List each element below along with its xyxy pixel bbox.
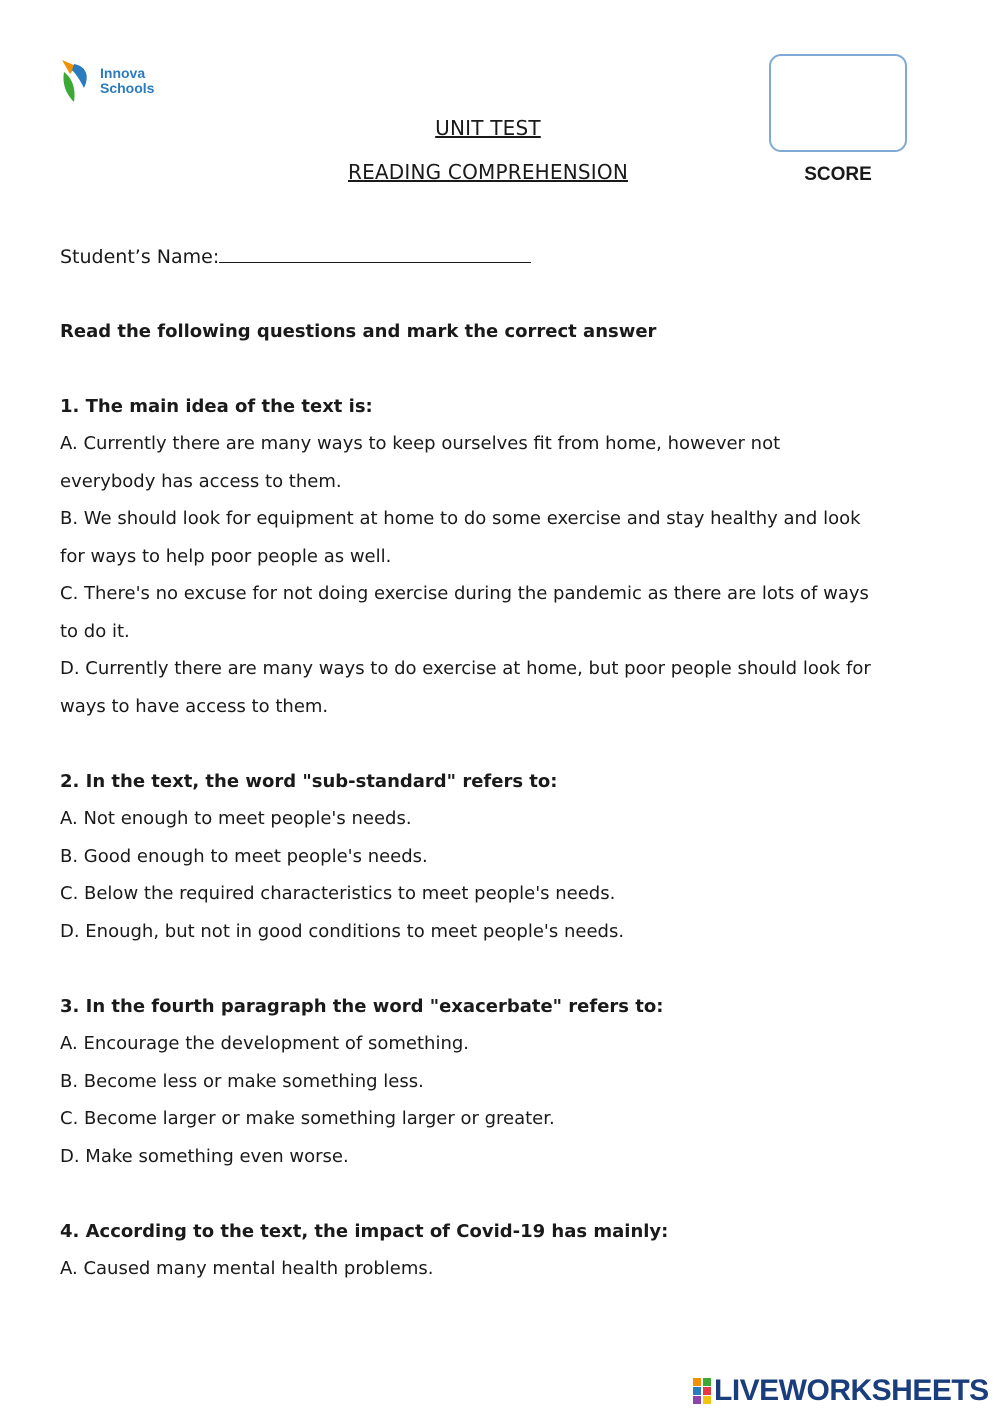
liveworksheets-brand: LIVEWORKSHEETS: [714, 1374, 989, 1407]
question-3-prompt: 3. In the fourth paragraph the word "exacerbate" refers to:: [60, 996, 664, 1017]
student-name-field[interactable]: [219, 244, 531, 263]
student-name-row: [60, 244, 531, 269]
logo-line-1: Innova: [100, 65, 146, 81]
page-title: UNIT TEST: [435, 116, 541, 140]
page-subtitle: READING COMPREHENSION: [347, 160, 629, 184]
question-3-option-b[interactable]: B. Become less or make something less.: [60, 1071, 424, 1092]
question-1-prompt: 1. The main idea of the text is:: [60, 396, 373, 417]
question-1-line[interactable]: to do it.: [60, 621, 130, 642]
liveworksheets-blocks-icon: [692, 1377, 712, 1405]
score-box[interactable]: [769, 54, 907, 152]
question-3-option-a[interactable]: A. Encourage the development of something.: [60, 1033, 470, 1054]
question-1-line[interactable]: B. We should look for equipment at home to do some exercise and stay healthy and look: [60, 508, 861, 529]
question-1-line[interactable]: C. There's no excuse for not doing exercise during the pandemic as there are lots of ways: [60, 583, 869, 604]
logo-line-2: Schools: [100, 80, 155, 96]
question-4-prompt: 4. According to the text, the impact of Covid-19 has mainly:: [60, 1221, 669, 1242]
question-1-line[interactable]: everybody has access to them.: [60, 471, 342, 492]
student-name-label: Student’s Name:: [60, 246, 220, 268]
question-2-option-d[interactable]: D. Enough, but not in good conditions to meet people's needs.: [60, 921, 625, 942]
score-label: SCORE: [804, 164, 872, 185]
question-2-option-a[interactable]: A. Not enough to meet people's needs.: [60, 808, 412, 829]
question-1-line[interactable]: ways to have access to them.: [60, 696, 329, 717]
innova-schools-logo: [60, 58, 170, 108]
question-1-line[interactable]: A. Currently there are many ways to keep ourselves fit from home, however not: [60, 433, 781, 454]
logo-wordmark: [100, 66, 154, 96]
question-3-option-c[interactable]: C. Become larger or make something larger or greater.: [60, 1108, 555, 1129]
question-1-line[interactable]: D. Currently there are many ways to do exercise at home, but poor people should look for: [60, 658, 871, 679]
question-4-option-a[interactable]: A. Caused many mental health problems.: [60, 1258, 434, 1279]
question-3-option-d[interactable]: D. Make something even worse.: [60, 1146, 349, 1167]
question-2-prompt: 2. In the text, the word "sub-standard" refers to:: [60, 771, 558, 792]
question-1-line[interactable]: for ways to help poor people as well.: [60, 546, 392, 567]
question-2-option-b[interactable]: B. Good enough to meet people's needs.: [60, 846, 428, 867]
instructions: Read the following questions and mark the correct answer: [60, 321, 657, 342]
question-2-option-c[interactable]: C. Below the required characteristics to meet people's needs.: [60, 883, 616, 904]
innova-leaf-icon: [60, 58, 96, 106]
